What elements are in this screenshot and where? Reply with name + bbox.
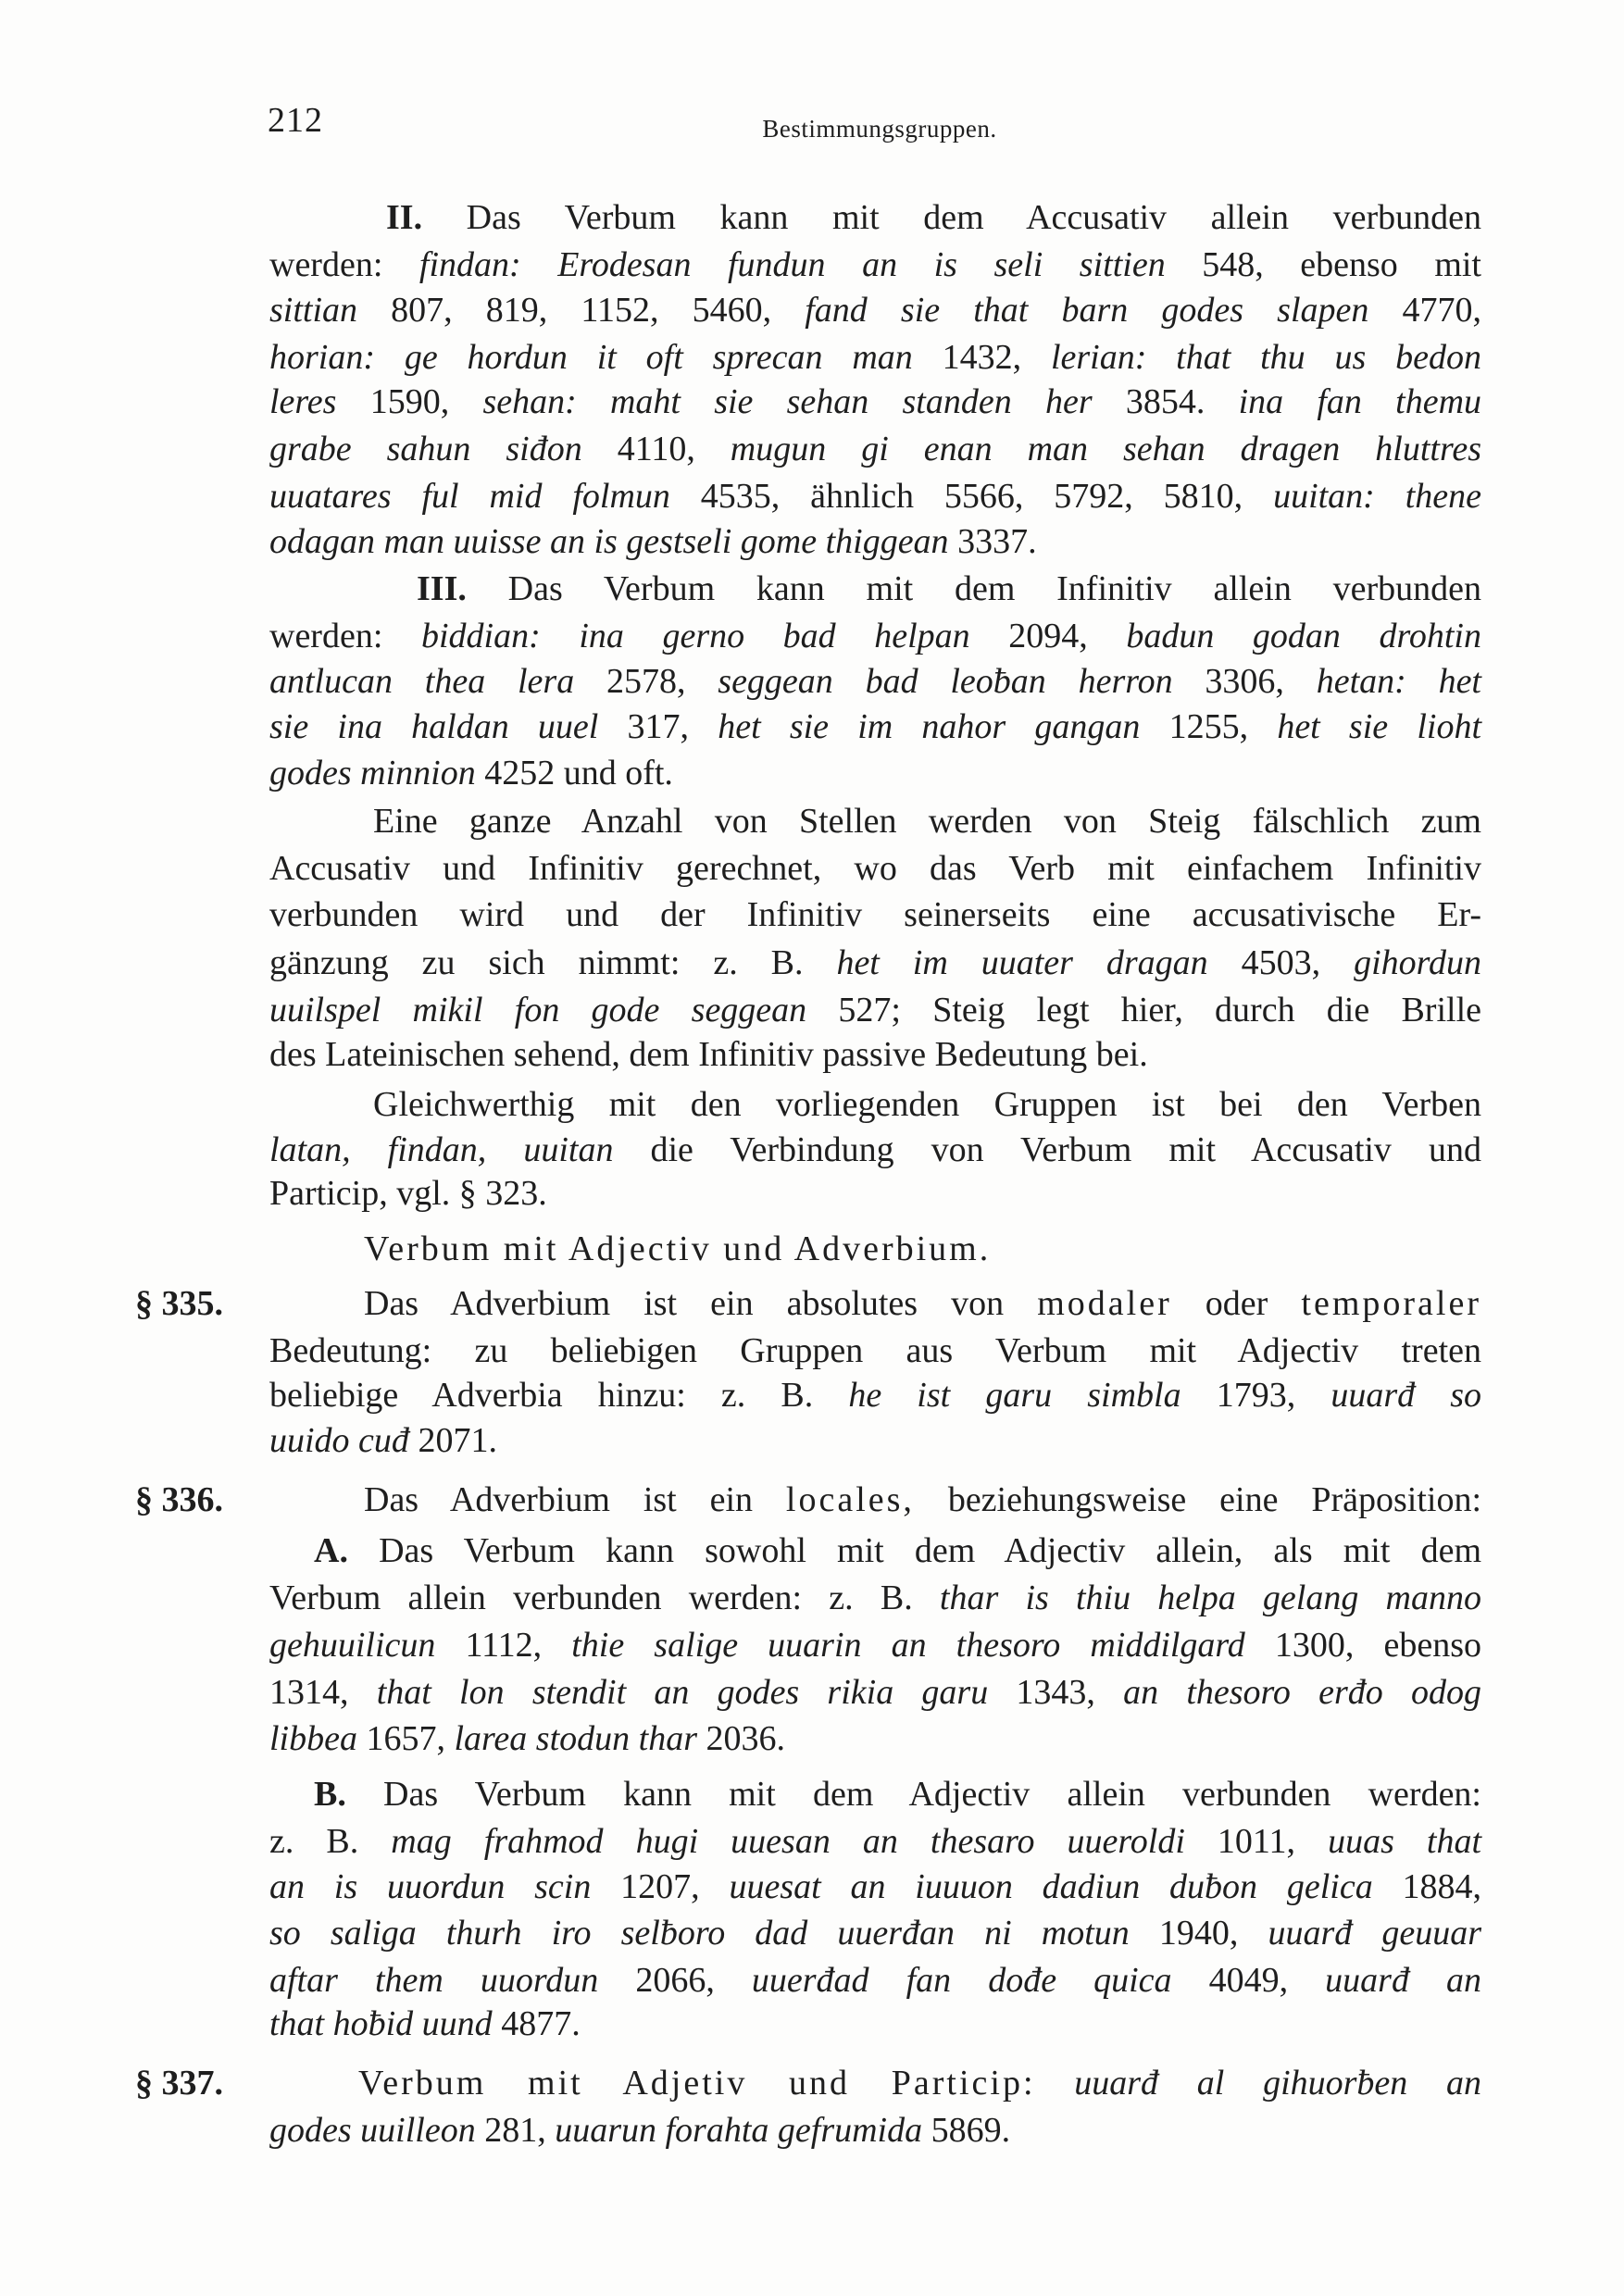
quotation-text: uuarđ so — [1330, 1376, 1482, 1415]
running-head: Bestimmungsgruppen. — [762, 115, 997, 143]
text-line — [269, 1372, 1481, 1418]
quotation-text: mugun gi enan man sehan dragen hluttres — [730, 430, 1481, 468]
text-segment: Bedeutung: zu beliebigen Gruppen aus Verbum mit Adjectiv treten — [269, 1331, 1481, 1370]
quotation-text: lerian: that thu us bedon — [1050, 338, 1481, 377]
quotation-text: uuitan: thene — [1273, 477, 1482, 516]
text-segment: werden: — [269, 617, 421, 655]
item-marker: A. — [314, 1531, 348, 1570]
quotation-text: fand sie that barn godes slapen — [805, 291, 1369, 330]
text-line — [269, 845, 1481, 892]
text-segment: 4503, — [1207, 943, 1355, 982]
text-segment: 1884, — [1372, 1867, 1482, 1906]
text-line — [269, 1716, 1481, 1762]
text-segment: 1112, — [435, 1626, 572, 1665]
text-segment: 1940, — [1129, 1914, 1268, 1953]
text-segment: 1207, — [591, 1867, 730, 1906]
quotation-text: larea stodun thar — [454, 1719, 697, 1758]
text-line — [364, 1477, 1481, 1523]
text-segment: 3337. — [948, 522, 1037, 561]
text-segment: beziehungsweise eine Präposition: — [914, 1480, 1481, 1519]
quotation-text: sehan: maht sie sehan standen her — [482, 382, 1093, 421]
text-segment: 1590, — [336, 382, 483, 421]
text-line — [269, 704, 1481, 750]
text-segment: 2066, — [598, 1961, 752, 2000]
text-segment: 4535, ähnlich 5566, 5792, 5810, — [669, 477, 1274, 516]
quotation-text: an is uuordun scin — [269, 1867, 592, 1906]
text-segment: 807, 819, 1152, 5460, — [357, 291, 806, 330]
quotation-text: uuarđ al gihuorƀen an — [1074, 2064, 1482, 2103]
quotation-text: thar is thiu helpa gelang manno — [939, 1578, 1481, 1617]
text-line — [269, 1622, 1481, 1668]
quotation-text: het im uuater dragan — [836, 943, 1208, 982]
text-line — [269, 1910, 1481, 1956]
spaced-text: modaler — [1037, 1284, 1172, 1323]
spaced-text: Verbum mit Adjectiv und Adverbium. — [364, 1229, 992, 1268]
section-number: § 337. — [135, 2064, 223, 2103]
text-line — [269, 987, 1481, 1033]
item-marker: III. — [417, 569, 467, 608]
text-line — [269, 1031, 1481, 1078]
text-segment: Das Verbum kann mit dem Infinitiv allein verbunden — [466, 569, 1481, 608]
quotation-text: uuerđad fan dođe quica — [751, 1961, 1172, 2000]
quotation-text: uuarđ an — [1325, 1961, 1481, 2000]
quotation-text: uuilspel mikil fon gode seggean — [269, 991, 807, 1029]
text-line — [269, 473, 1481, 519]
quotation-text: uuarđ geuuar — [1268, 1914, 1481, 1953]
quotation-text: hetan: het — [1316, 662, 1481, 701]
text-line — [269, 613, 1481, 659]
text-line — [269, 1864, 1481, 1910]
text-segment: Verbum allein verbunden werden: z. B. — [269, 1578, 940, 1617]
quotation-text: that lon stendit an godes rikia garu — [376, 1673, 989, 1712]
text-line — [269, 658, 1481, 705]
spaced-text: temporaler — [1301, 1284, 1481, 1323]
quotation-text: biddian: ina gerno bad helpan — [420, 617, 970, 655]
text-line — [269, 242, 1481, 288]
quotation-text: uuesat an iuuuon dadiun duƀon gelica — [729, 1867, 1373, 1906]
text-segment: Accusativ und Infinitiv gerechnet, wo das Verb mit einfachem Infinitiv — [269, 849, 1481, 888]
text-line — [358, 2060, 1481, 2106]
text-line — [269, 1818, 1481, 1865]
text-segment: 2578, — [574, 662, 718, 701]
quotation-text: badun godan drohtin — [1126, 617, 1481, 655]
text-line — [417, 566, 1481, 612]
text-line — [269, 1127, 1481, 1173]
text-line — [269, 1669, 1481, 1716]
text-line — [269, 334, 1481, 381]
text-line — [373, 1081, 1481, 1128]
text-line — [269, 426, 1481, 472]
text-segment: 1314, — [269, 1673, 377, 1712]
text-segment: 4770, — [1368, 291, 1482, 330]
text-segment: des Lateinischen sehend, dem Infinitiv passive Bedeutung bei. — [269, 1035, 1148, 1074]
text-segment: 527; Steig legt hier, durch die Brille — [806, 991, 1481, 1029]
text-segment: 548, ebenso mit — [1165, 245, 1481, 284]
quotation-text: sie ina haldan uuel — [269, 707, 599, 746]
text-line — [269, 379, 1481, 425]
text-segment: z. B. — [269, 1822, 392, 1861]
section-number: § 335. — [135, 1284, 223, 1323]
text-segment: 4252 und oft. — [475, 754, 673, 792]
quotation-text: latan, findan, uuitan — [269, 1130, 614, 1169]
text-segment: 3854. — [1092, 382, 1239, 421]
text-segment: Gleichwerthig mit den vorliegenden Gruppen ist bei den Verben — [373, 1085, 1481, 1124]
text-segment: 1011, — [1184, 1822, 1329, 1861]
section-number: § 336. — [135, 1480, 223, 1519]
text-segment: Das Verbum kann sowohl mit dem Adjectiv allein, als mit dem — [347, 1531, 1481, 1570]
quotation-text: mag frahmod hugi uuesan an thesaro uueroldi — [391, 1822, 1185, 1861]
text-segment: 1657, — [356, 1719, 455, 1758]
text-segment: 2071. — [408, 1421, 497, 1460]
spaced-text: locales, — [785, 1480, 915, 1519]
text-line — [364, 1226, 1481, 1272]
quotation-text: findan: Erodesan fundun an is seli sittien — [418, 245, 1166, 284]
text-segment: oder — [1171, 1284, 1302, 1323]
quotation-text: godes minnion — [269, 754, 476, 792]
quotation-text: antlucan thea lera — [269, 662, 575, 701]
text-line — [269, 518, 1481, 565]
text-segment: 4049, — [1171, 1961, 1326, 2000]
text-line — [269, 2107, 1481, 2153]
text-segment: 2094, — [969, 617, 1127, 655]
text-segment: 2036. — [696, 1719, 785, 1758]
text-line — [314, 1528, 1481, 1574]
text-segment: 4877. — [492, 2004, 581, 2043]
text-segment: gänzung zu sich nimmt: z. B. — [269, 943, 837, 982]
text-segment — [1036, 2064, 1075, 2103]
text-segment: Eine ganze Anzahl von Stellen werden von Steig fälschlich zum — [373, 802, 1481, 841]
text-line — [269, 1417, 1481, 1464]
quotation-text: odagan man uuisse an is gestseli gome thiggean — [269, 522, 949, 561]
text-line — [364, 1280, 1481, 1327]
text-line — [373, 798, 1481, 844]
text-line — [269, 940, 1481, 986]
quotation-text: an thesoro erđo odog — [1123, 1673, 1482, 1712]
text-segment: 317, — [598, 707, 718, 746]
quotation-text: seggean bad leoƀan herron — [718, 662, 1173, 701]
quotation-text: het sie lioht — [1277, 707, 1482, 746]
text-line — [269, 750, 1481, 796]
quotation-text: so saliga thurh iro selƀoro dad uuerđan ni motun — [269, 1914, 1130, 1953]
text-line — [269, 1170, 1481, 1217]
text-segment: 1432, — [912, 338, 1051, 377]
quotation-text: godes uuilleon — [269, 2111, 476, 2150]
text-segment: 5869. — [922, 2111, 1011, 2150]
quotation-text: uuatares ful mid folmun — [269, 477, 670, 516]
text-segment: werden: — [269, 245, 419, 284]
text-line — [269, 1328, 1481, 1374]
quotation-text: libbea — [269, 1719, 357, 1758]
quotation-text: horian: ge hordun it oft sprecan man — [269, 338, 913, 377]
text-segment: 4110, — [581, 430, 731, 468]
item-marker: B. — [314, 1775, 346, 1814]
quotation-text: grabe sahun siđon — [269, 430, 582, 468]
quotation-text: that hoƀid uund — [269, 2004, 493, 2043]
text-segment: 281, — [475, 2111, 556, 2150]
quotation-text: het sie im nahor gangan — [718, 707, 1141, 746]
quotation-text: uuas that — [1328, 1822, 1481, 1861]
text-line — [269, 287, 1481, 333]
spaced-text: Verbum mit Adjetiv und Particip: — [358, 2064, 1036, 2103]
text-line — [269, 2001, 1481, 2047]
item-marker: II. — [386, 198, 423, 237]
text-segment: 1255, — [1140, 707, 1278, 746]
text-segment: beliebige Adverbia hinzu: z. B. — [269, 1376, 849, 1415]
text-segment: Das Verbum kann mit dem Accusativ allein verbunden — [422, 198, 1481, 237]
text-segment: Das Adverbium ist ein absolutes von — [364, 1284, 1038, 1323]
quotation-text: uuido cuđ — [269, 1421, 409, 1460]
quotation-text: he ist garu simbla — [848, 1376, 1181, 1415]
text-segment: Das Verbum kann mit dem Adjectiv allein verbunden werden: — [345, 1775, 1481, 1814]
quotation-text: ina fan themu — [1238, 382, 1482, 421]
text-line — [386, 194, 1481, 241]
quotation-text: gehuuilicun — [269, 1626, 436, 1665]
text-line — [269, 1575, 1481, 1621]
quotation-text: aftar them uuordun — [269, 1961, 599, 2000]
quotation-text: gihordun — [1354, 943, 1481, 982]
quotation-text: sittian — [269, 291, 358, 330]
text-segment: 1300, ebenso — [1244, 1626, 1481, 1665]
text-segment: Particip, vgl. § 323. — [269, 1174, 547, 1213]
text-segment: 1343, — [988, 1673, 1124, 1712]
page-number: 212 — [268, 101, 323, 140]
text-segment: Das Adverbium ist ein — [364, 1480, 786, 1519]
text-line — [314, 1771, 1481, 1817]
quotation-text: leres — [269, 382, 337, 421]
text-line — [269, 1957, 1481, 2003]
text-segment: 3306, — [1172, 662, 1317, 701]
quotation-text: thie salige uuarin an thesoro middilgard — [571, 1626, 1245, 1665]
text-line — [269, 892, 1481, 938]
quotation-text: uuarun forahta gefrumida — [555, 2111, 923, 2150]
text-segment: verbunden wird und der Infinitiv seinerseits eine accusativische Er- — [269, 895, 1481, 934]
text-segment: die Verbindung von Verbum mit Accusativ und — [613, 1130, 1481, 1169]
text-segment: 1793, — [1181, 1376, 1331, 1415]
